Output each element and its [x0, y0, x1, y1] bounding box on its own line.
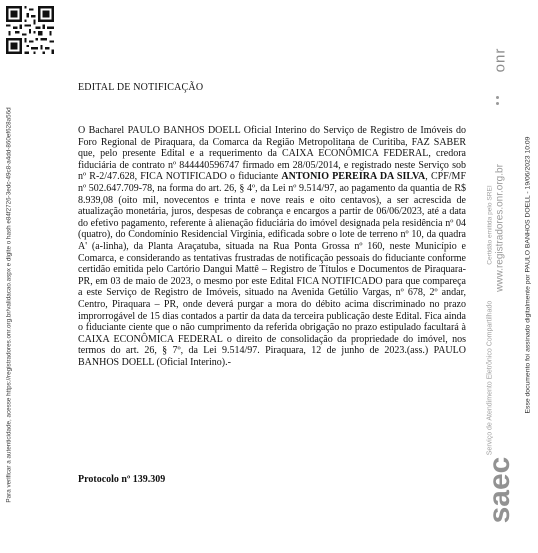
body-part-2: , CPF/MF nº 502.647.709-78, na forma do art. 26, § 4º, da Lei nº 9.514/97, ao pagamento da quantia de R$ 8.939,08 (oito mil, novecentos e trinta e nove reais e oito centavos), a ser acrescida de atualização monetária, juros, despesas de cobrança e encargos a partir de 06/06/2023, até a data do efetivo pagamento, referente à alienação fiduciária do imóvel designada pela residência nº 04 (quatro), do Condomínio Residencial Virginia, edificada sobre o lote de terreno nº 10, da quadra A' (a-linha), da Planta Araçatuba, situada na Rua Ponta Grossa nº 160, neste Município e Comarca, e considerando as tentativas frustradas de notificação pessoais do fiduciante conforme certidão emitida pelo Cartório Dangui Mattê – Registro de Títulos e Documentos de Piraquara-PR, em 03 de maio de 2023, o mesmo por este Edital FICA NOTIFICADO para que compareça a este Serviço de Registro de Imóveis, situado na Avenida Getúlio Vargas, nº 678, 2º andar, Centro, Piraquara – PR, onde deverá purgar a mora do débito acima discriminado no prazo improrrogável de 15 dias contados a partir da data da terceira publicação deste Edital. Fica ainda o fiduciante ciente que o não cumprimento da referida obrigação no prazo estipulado facultará à CAIXA ECONÔMICA FEDERAL o direito de consolidação da propriedade do imóvel, nos termos do art. 26, § 7º, da Lei 9.514/97. Piraquara, 12 de junho de 2023.(ass.) PAULO BANHOS DOELL (Oficial Interino).-	[78, 171, 467, 368]
verification-text: Para verificar a autenticidade, acesse https://registradores.onr.org.br/validacao.aspx e digite o hash e84f2726-3edc-49c8-a4dd-860ef628a56d	[5, 107, 13, 503]
qr-code-icon	[6, 6, 54, 54]
verification-margin	[0, 60, 16, 550]
digital-signature-text: Esse documento foi assinado digitalmente por PAULO BANHOS DOELL - 19/06/2023 10:09	[524, 136, 532, 414]
onr-dots-icon	[496, 95, 504, 109]
certification-strip	[482, 0, 538, 553]
onr-logo: onr	[491, 47, 509, 73]
fiduciante-name: ANTONIO PEREIRA DA SILVA	[281, 171, 426, 183]
body-part-1: O Bacharel PAULO BANHOS DOELL Oficial Interino do Serviço de Registro de Imóveis do Foro Regional de Piraquara, da Comarca da Região Metropolitana de Curitiba, FAZ SABER que, pelo presente Edital e a requerimento da CAIXA ECONÔMICA FEDERAL, credora fiduciária de contrato nº 844440596747 firmado em 28/05/2014, e registrado neste Serviço sob nº R-2/47.628, FICA NOTIFICADO o fiduciante	[78, 125, 466, 183]
document-title: EDITAL DE NOTIFICAÇÃO	[78, 82, 204, 93]
registradores-url: www.registradores.onr.org.br	[494, 164, 506, 292]
protocol-number: Protocolo nº 139.309	[78, 474, 166, 485]
document-body	[78, 125, 466, 368]
saec-tagline: Serviço de Atendimento Eletrônico Compartilhado	[486, 300, 494, 456]
certificate-label: Certidão emitida pelo SREI	[486, 185, 494, 265]
saec-logo: saec	[483, 456, 516, 524]
